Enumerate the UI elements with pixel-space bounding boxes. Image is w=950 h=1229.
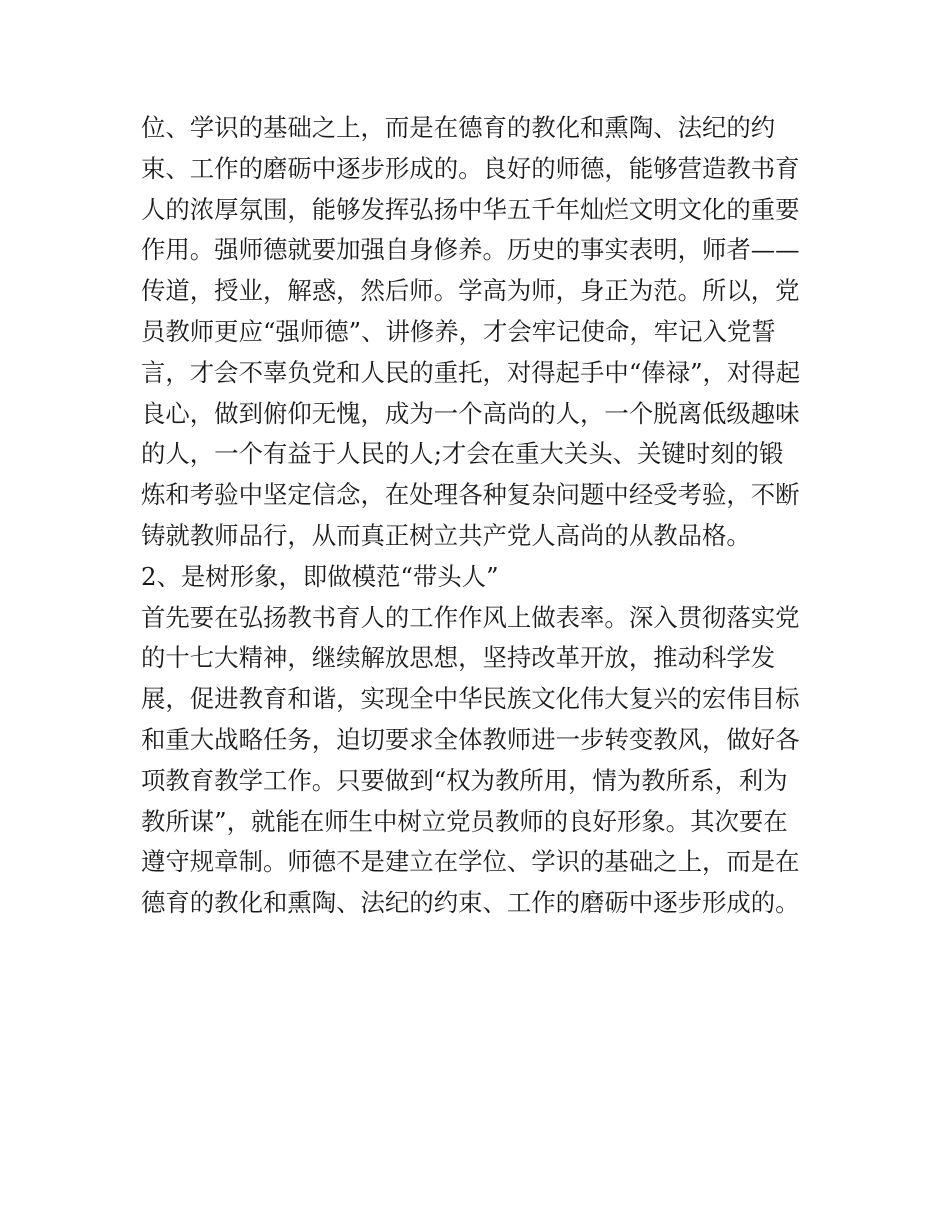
paragraph-line: 良心，做到俯仰无愧，成为一个高尚的人，一个脱离低级趣味	[141, 398, 800, 428]
paragraph-line: 教所谋”，就能在师生中树立党员教师的良好形象。其次要在	[141, 806, 788, 836]
paragraph-line: 展，促进教育和谐，实现全中华民族文化伟大复兴的宏伟目标	[141, 684, 800, 714]
paragraph-line: 德育的教化和熏陶、法纪的约束、工作的磨砺中逐步形成的。	[141, 888, 800, 918]
paragraph-line: 炼和考验中坚定信念，在处理各种复杂问题中经受考验，不断	[141, 480, 800, 510]
paragraph-line: 遵守规章制。师德不是建立在学位、学识的基础之上，而是在	[141, 847, 800, 877]
section-heading: 2、是树形象，即做模范“带头人”	[141, 561, 499, 591]
paragraph-line: 人的浓厚氛围，能够发挥弘扬中华五千年灿烂文明文化的重要	[141, 194, 800, 224]
paragraph-line: 的十七大精神，继续解放思想，坚持改革开放，推动科学发	[141, 643, 776, 673]
paragraph-line: 作用。强师德就要加强自身修养。历史的事实表明，师者——	[141, 235, 800, 265]
paragraph-line: 位、学识的基础之上，而是在德育的教化和熏陶、法纪的约	[141, 113, 776, 142]
paragraph-line: 束、工作的磨砺中逐步形成的。良好的师德，能够营造教书育	[141, 153, 800, 183]
paragraph-line: 员教师更应“强师德”、讲修养，才会牢记使命，牢记入党誓	[141, 316, 776, 346]
paragraph-line: 的人，一个有益于人民的人;才会在重大关头、关键时刻的锻	[141, 439, 784, 469]
paragraph-line: 首先要在弘扬教书育人的工作作风上做表率。深入贯彻落实党	[141, 602, 800, 632]
paragraph-line: 言，才会不辜负党和人民的重托，对得起手中“俸禄”，对得起	[141, 357, 801, 387]
paragraph-line: 项教育教学工作。只要做到“权为教所用，情为教所系，利为	[141, 765, 788, 795]
paragraph-line: 和重大战略任务，迫切要求全体教师进一步转变教风，做好各	[141, 724, 800, 754]
paragraph-line: 传道，授业，解惑，然后师。学高为师，身正为范。所以，党	[141, 276, 800, 306]
document-body	[141, 108, 813, 924]
paragraph-line: 铸就教师品行，从而真正树立共产党人高尚的从教品格。	[141, 520, 751, 550]
